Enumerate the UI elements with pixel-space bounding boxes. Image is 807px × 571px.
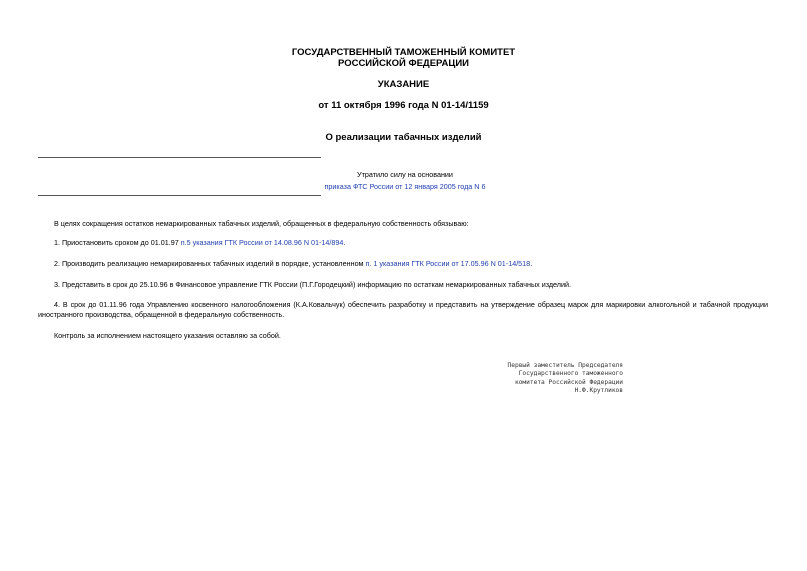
item-2: [38, 259, 768, 269]
signature-line2: Государственного таможенного: [518, 370, 623, 378]
item-1-text: 1. Приостановить сроком до 01.01.97: [54, 238, 181, 247]
control-paragraph: Контроль за исполнением настоящего указания оставляю за собой.: [54, 331, 281, 340]
divider-top: [38, 157, 321, 158]
item-1: [38, 238, 768, 248]
intro-paragraph: В целях сокращения остатков немаркированных табачных изделий, обращенных в федеральную собственность обязываю:: [54, 219, 469, 228]
item-4: 4. В срок до 01.11.96 года Управлению косвенного налогообложения (К.А.Ковальчук) обеспечить разработку и представить на утверждение образец марок для маркировки алкогольной и табачной продукции иностранного производства, обращенной в федеральную собственность.: [38, 300, 768, 319]
doc-type: УКАЗАНИЕ: [377, 79, 430, 90]
signature-name: Н.Ф.Крутликов: [574, 386, 623, 394]
signature-line1: Первый заместитель Председателя: [507, 362, 623, 369]
status-note-link[interactable]: приказа ФТС России от 12 января 2005 года N 6: [324, 182, 486, 191]
item-2-link[interactable]: п. 1 указания ГТК России от 17.05.96 N 01-14/518: [365, 259, 531, 268]
item-2-end: .: [530, 259, 533, 268]
doc-title: О реализации табачных изделий: [325, 132, 482, 143]
item-2-text: 2. Производить реализацию немаркированных табачных изделий в порядке, установленном: [54, 259, 366, 268]
signature-line3: комитета Российской Федерации: [514, 378, 623, 386]
org-name-line1: ГОСУДАРСТВЕННЫЙ ТАМОЖЕННЫЙ КОМИТЕТ: [291, 47, 516, 58]
status-note: [320, 169, 490, 193]
item-1-end: .: [343, 238, 346, 247]
doc-date-number: от 11 октября 1996 года N 01-14/1159: [318, 100, 489, 111]
item-3: 3. Представить в срок до 25.10.96 в Финансовое управление ГТК России (П.Г.Городецкий) информацию по остаткам немаркированных табачных изделий.: [54, 280, 572, 289]
divider-bottom: [38, 195, 321, 196]
org-name-line2: РОССИЙСКОЙ ФЕДЕРАЦИИ: [337, 58, 469, 69]
signature-block: [508, 362, 623, 395]
item-1-link[interactable]: п.5 указания ГТК России от 14.08.96 N 01-14/894: [180, 238, 344, 247]
status-note-text: Утратило силу на основании: [357, 170, 453, 179]
